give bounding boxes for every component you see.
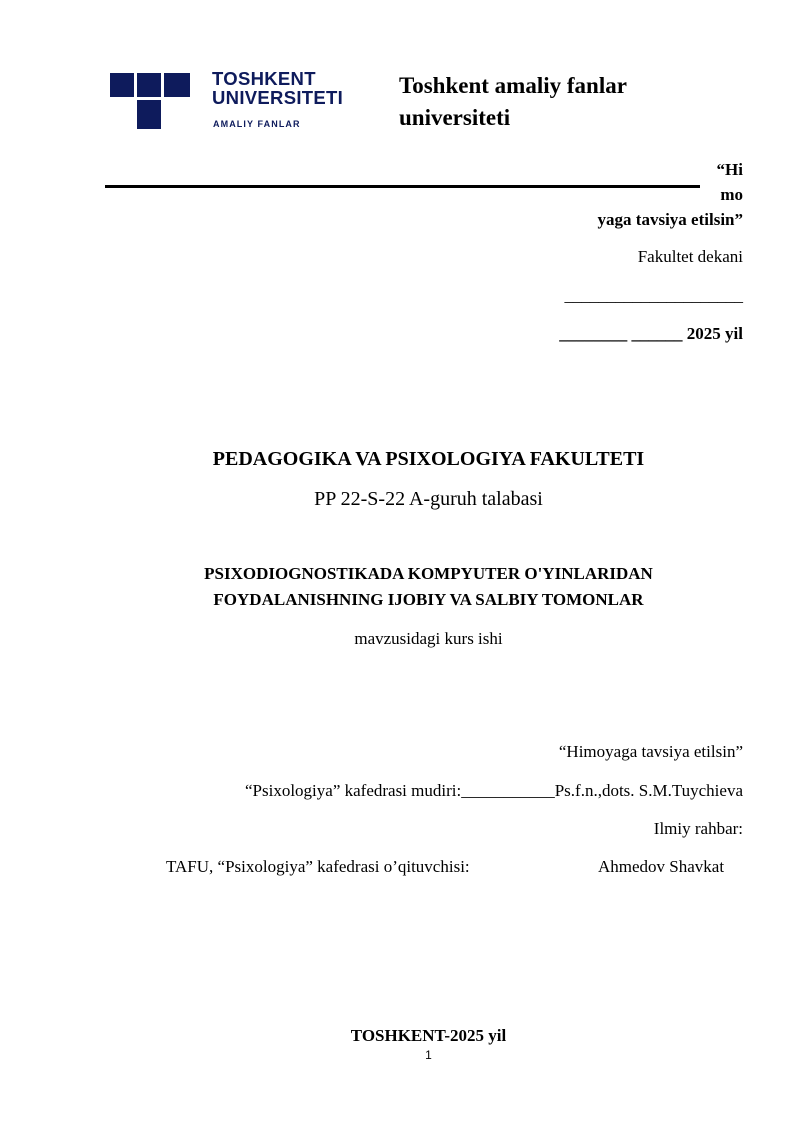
- approval-quote-line3: yaga tavsiya etilsin”: [597, 210, 743, 229]
- teacher-name: Ahmedov Shavkat: [598, 857, 725, 876]
- teacher-label: TAFU, “Psixologiya” kafedrasi o’qituvchisi:: [166, 857, 470, 876]
- topic-line1: PSIXODIOGNOSTIKADA KOMPYUTER O'YINLARIDAN: [204, 564, 653, 583]
- approval-quote-line1: “Hi: [716, 160, 743, 179]
- defense-recommendation: “Himoyaga tavsiya etilsin”: [558, 742, 743, 761]
- department-head-line: “Psixologiya” kafedrasi mudiri:___________Ps.f.n.,dots. S.M.Tuychieva: [244, 781, 743, 800]
- logo-text-line3: AMALIY FANLAR: [213, 119, 301, 129]
- city-year: TOSHKENT-2025 yil: [350, 1026, 507, 1045]
- university-name: Toshkent amaliy fanlar universiteti: [399, 73, 627, 130]
- dean-signature-line: _____________________: [564, 286, 743, 305]
- header-divider: [105, 185, 700, 188]
- page-number: 1: [425, 1048, 432, 1062]
- approval-date-line: ________ ______ 2025 yil: [559, 324, 743, 343]
- logo-text-line2: UNIVERSITETI: [212, 87, 344, 108]
- dean-position: Fakultet dekani: [637, 247, 743, 266]
- advisor-label: Ilmiy rahbar:: [653, 819, 743, 838]
- approval-quote-line2: mo: [720, 185, 743, 204]
- university-logo-mark: [110, 73, 190, 131]
- work-type: mavzusidagi kurs ishi: [354, 629, 503, 648]
- student-group: PP 22-S-22 A-guruh talabasi: [314, 488, 543, 510]
- topic-line2: FOYDALANISHNING IJOBIY VA SALBIY TOMONLAR: [213, 590, 644, 609]
- logo-text-line1: TOSHKENT: [212, 68, 316, 89]
- faculty-title: PEDAGOGIKA VA PSIXOLOGIYA FAKULTETI: [212, 448, 645, 470]
